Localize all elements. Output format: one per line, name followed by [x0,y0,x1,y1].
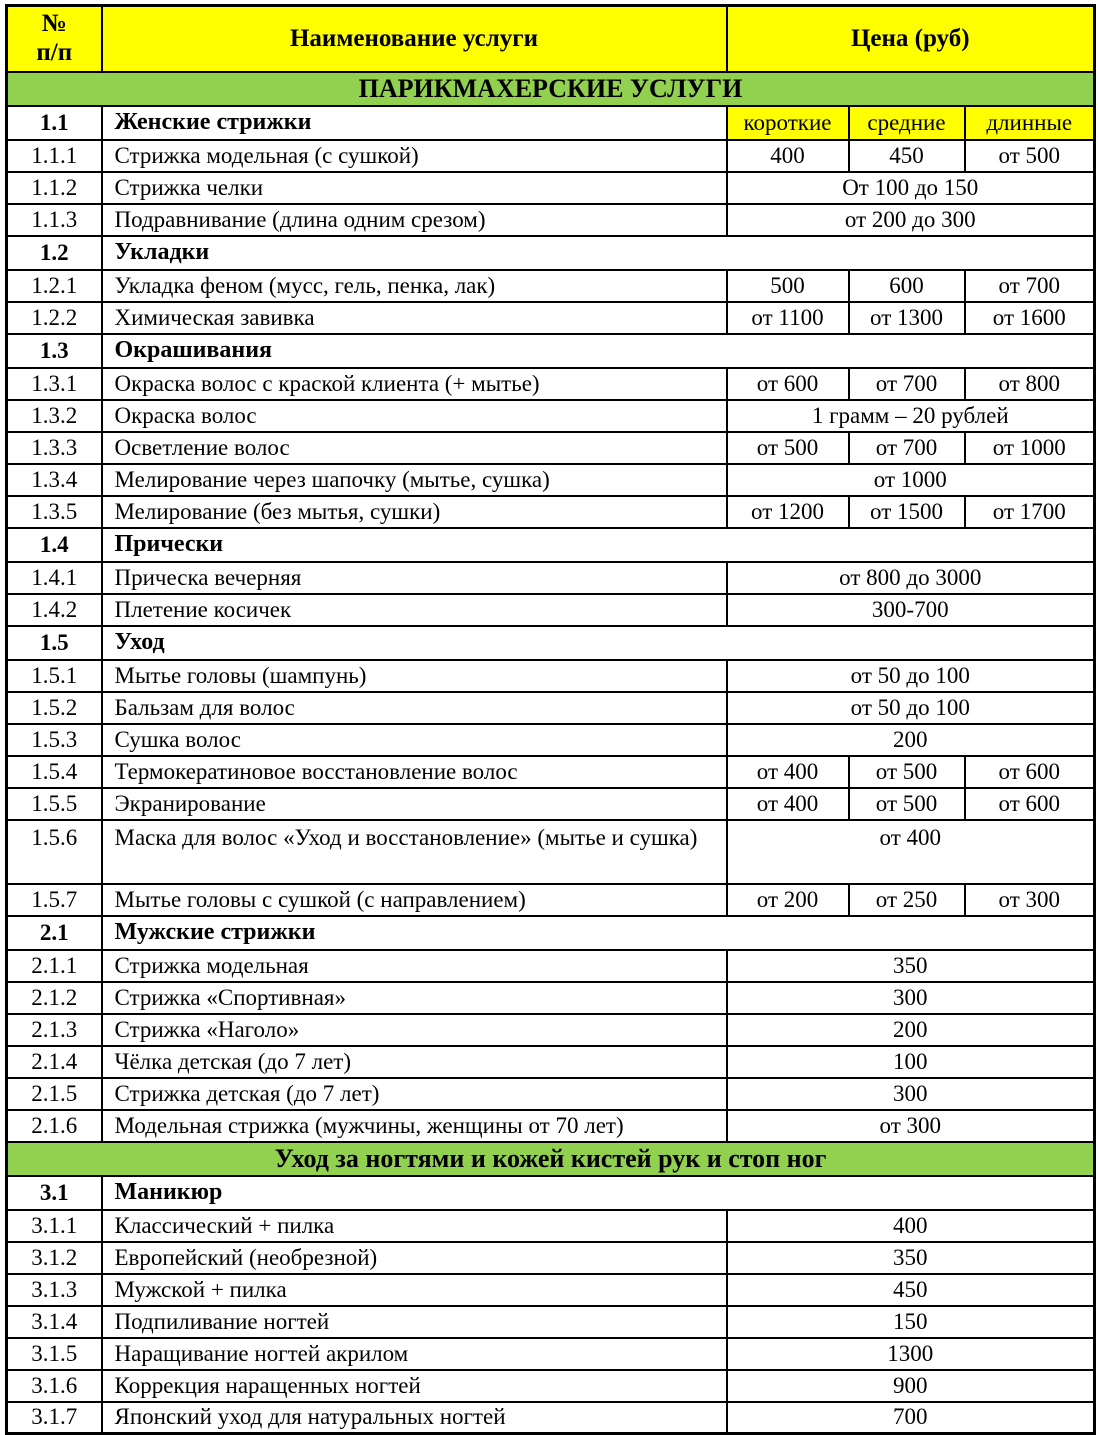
service-row [7,1274,1095,1306]
section-band-row [7,1142,1095,1176]
price-value: от 700 [849,432,965,464]
price-value: 450 [849,140,965,172]
service-row [7,1046,1095,1078]
row-number: 3.1.1 [7,1210,102,1242]
row-number: 1.2 [7,236,102,270]
row-number: 1.5.1 [7,660,102,692]
service-name: Экранирование [102,788,727,820]
row-number: 3.1.2 [7,1242,102,1274]
service-row [7,660,1095,692]
row-number: 1.3.4 [7,464,102,496]
service-name: Стрижка «Спортивная» [102,982,727,1014]
row-number: 1.5.2 [7,692,102,724]
service-name: Мытье головы с сушкой (с направлением) [102,884,727,916]
service-name: Классический + пилка [102,1210,727,1242]
group-row [7,528,1095,562]
price-table [5,4,1096,1435]
group-row [7,626,1095,660]
price-value: от 1700 [965,496,1095,528]
row-number: 3.1.4 [7,1306,102,1338]
service-row [7,172,1095,204]
price-value: 350 [727,950,1095,982]
service-row [7,724,1095,756]
group-name: Женские стрижки [102,106,727,140]
row-number: 3.1 [7,1176,102,1210]
service-name: Окраска волос [102,400,727,432]
service-name: Стрижка детская (до 7 лет) [102,1078,727,1110]
group-name: Мужские стрижки [102,916,1095,950]
service-row [7,1014,1095,1046]
price-value: от 200 до 300 [727,204,1095,236]
price-table-header [7,6,1095,72]
row-number: 2.1.6 [7,1110,102,1142]
price-value: от 1600 [965,302,1095,334]
price-value: от 250 [849,884,965,916]
group-name: Прически [102,528,1095,562]
row-number: 2.1.4 [7,1046,102,1078]
service-row [7,1110,1095,1142]
service-row [7,562,1095,594]
price-value: 200 [727,1014,1095,1046]
price-value: 350 [727,1242,1095,1274]
price-value: от 700 [849,368,965,400]
row-number: 1.1.2 [7,172,102,204]
price-value: от 600 [965,788,1095,820]
row-number: 1.1 [7,106,102,140]
group-row [7,916,1095,950]
row-number: 1.1.3 [7,204,102,236]
price-value: от 300 [965,884,1095,916]
header-number-line2: п/п [36,38,73,66]
price-value: от 800 до 3000 [727,562,1095,594]
service-name: Плетение косичек [102,594,727,626]
price-value: от 1300 [849,302,965,334]
service-row [7,1210,1095,1242]
service-name: Европейский (необрезной) [102,1242,727,1274]
row-number: 1.3 [7,334,102,368]
service-row [7,1306,1095,1338]
service-name: Осветление волос [102,432,727,464]
service-name: Японский уход для натуральных ногтей [102,1402,727,1434]
price-value: 600 [849,270,965,302]
row-number: 1.3.3 [7,432,102,464]
group-name: Маникюр [102,1176,1095,1210]
price-value: 700 [727,1402,1095,1434]
group-name: Укладки [102,236,1095,270]
price-value: от 1100 [727,302,849,334]
service-row [7,1242,1095,1274]
price-value: от 300 [727,1110,1095,1142]
service-name: Мытье головы (шампунь) [102,660,727,692]
group-name: Окрашивания [102,334,1095,368]
service-name: Подравнивание (длина одним срезом) [102,204,727,236]
service-name: Чёлка детская (до 7 лет) [102,1046,727,1078]
service-row [7,820,1095,884]
price-value: 1300 [727,1338,1095,1370]
row-number: 1.3.5 [7,496,102,528]
price-value: От 100 до 150 [727,172,1095,204]
price-value: от 400 [727,820,1095,884]
service-name: Термокератиновое восстановление волос [102,756,727,788]
row-number: 2.1.1 [7,950,102,982]
service-name: Мужской + пилка [102,1274,727,1306]
header-service-column: Наименование услуги [102,6,727,72]
price-value: 500 [727,270,849,302]
service-row [7,756,1095,788]
row-number: 3.1.6 [7,1370,102,1402]
price-value: 400 [727,1210,1095,1242]
price-value: 150 [727,1306,1095,1338]
price-value: от 1000 [727,464,1095,496]
service-name: Коррекция наращенных ногтей [102,1370,727,1402]
service-name: Прическа вечерняя [102,562,727,594]
service-row [7,464,1095,496]
service-row [7,204,1095,236]
price-value: от 600 [965,756,1095,788]
service-name: Стрижка «Наголо» [102,1014,727,1046]
service-row [7,270,1095,302]
price-value: 300 [727,982,1095,1014]
service-row [7,950,1095,982]
row-number: 3.1.5 [7,1338,102,1370]
row-number: 1.4.2 [7,594,102,626]
service-row [7,400,1095,432]
group-row [7,236,1095,270]
price-value: от 1200 [727,496,849,528]
service-name: Окраска волос с краской клиента (+ мытье) [102,368,727,400]
service-name: Химическая завивка [102,302,727,334]
service-name: Сушка волос [102,724,727,756]
row-number: 2.1 [7,916,102,950]
section-band-row [7,72,1095,106]
row-number: 3.1.7 [7,1402,102,1434]
row-number: 1.5 [7,626,102,660]
price-value: от 50 до 100 [727,692,1095,724]
service-row [7,1338,1095,1370]
price-value: 450 [727,1274,1095,1306]
price-value: от 500 [727,432,849,464]
service-row [7,1370,1095,1402]
service-name: Стрижка модельная (с сушкой) [102,140,727,172]
service-name: Модельная стрижка (мужчины, женщины от 70 лет) [102,1110,727,1142]
price-value: от 600 [727,368,849,400]
price-value: 100 [727,1046,1095,1078]
price-value: от 500 [849,756,965,788]
header-price-column: Цена (руб) [727,6,1095,72]
price-value: от 400 [727,788,849,820]
row-number: 2.1.3 [7,1014,102,1046]
row-number: 1.4.1 [7,562,102,594]
row-number: 1.4 [7,528,102,562]
row-number: 1.2.2 [7,302,102,334]
price-value: от 800 [965,368,1095,400]
service-row [7,594,1095,626]
length-subheader: длинные [965,106,1095,140]
header-number-column [7,6,102,72]
service-row [7,788,1095,820]
service-row [7,302,1095,334]
price-value: 300-700 [727,594,1095,626]
row-number: 1.5.3 [7,724,102,756]
row-number: 2.1.2 [7,982,102,1014]
service-row [7,692,1095,724]
section-band-label: Уход за ногтями и кожей кистей рук и стоп ног [7,1142,1095,1176]
row-number: 2.1.5 [7,1078,102,1110]
service-row [7,1402,1095,1434]
row-number: 1.1.1 [7,140,102,172]
group-name: Уход [102,626,1095,660]
row-number: 1.2.1 [7,270,102,302]
price-value: от 200 [727,884,849,916]
service-row [7,1078,1095,1110]
row-number: 1.5.7 [7,884,102,916]
group-row [7,1176,1095,1210]
service-name: Стрижка челки [102,172,727,204]
length-subheader: короткие [727,106,849,140]
price-value: 200 [727,724,1095,756]
row-number: 3.1.3 [7,1274,102,1306]
price-value: от 400 [727,756,849,788]
row-number: 1.5.4 [7,756,102,788]
group-row [7,334,1095,368]
service-name: Бальзам для волос [102,692,727,724]
row-number: 1.3.1 [7,368,102,400]
service-name: Наращивание ногтей акрилом [102,1338,727,1370]
service-name: Мелирование (без мытья, сушки) [102,496,727,528]
price-value: 400 [727,140,849,172]
price-table-rows [7,72,1095,1434]
row-number: 1.5.6 [7,820,102,884]
service-row [7,140,1095,172]
price-value: 300 [727,1078,1095,1110]
service-name: Укладка феном (мусс, гель, пенка, лак) [102,270,727,302]
price-value: от 1500 [849,496,965,528]
price-value: 900 [727,1370,1095,1402]
service-name: Стрижка модельная [102,950,727,982]
row-number: 1.3.2 [7,400,102,432]
service-row [7,982,1095,1014]
price-value: от 700 [965,270,1095,302]
service-row [7,432,1095,464]
price-value: от 1000 [965,432,1095,464]
group-row [7,106,1095,140]
service-name: Мелирование через шапочку (мытье, сушка) [102,464,727,496]
service-row [7,884,1095,916]
service-name: Подпиливание ногтей [102,1306,727,1338]
service-row [7,496,1095,528]
price-value: от 50 до 100 [727,660,1095,692]
row-number: 1.5.5 [7,788,102,820]
header-number-line1: № [41,10,67,37]
price-value: 1 грамм – 20 рублей [727,400,1095,432]
section-band-label: ПАРИКМАХЕРСКИЕ УСЛУГИ [7,72,1095,106]
service-row [7,368,1095,400]
service-name: Маска для волос «Уход и восстановление» (мытье и сушка) [102,820,727,884]
price-value: от 500 [965,140,1095,172]
header-row [7,6,1095,72]
price-value: от 500 [849,788,965,820]
length-subheader: средние [849,106,965,140]
